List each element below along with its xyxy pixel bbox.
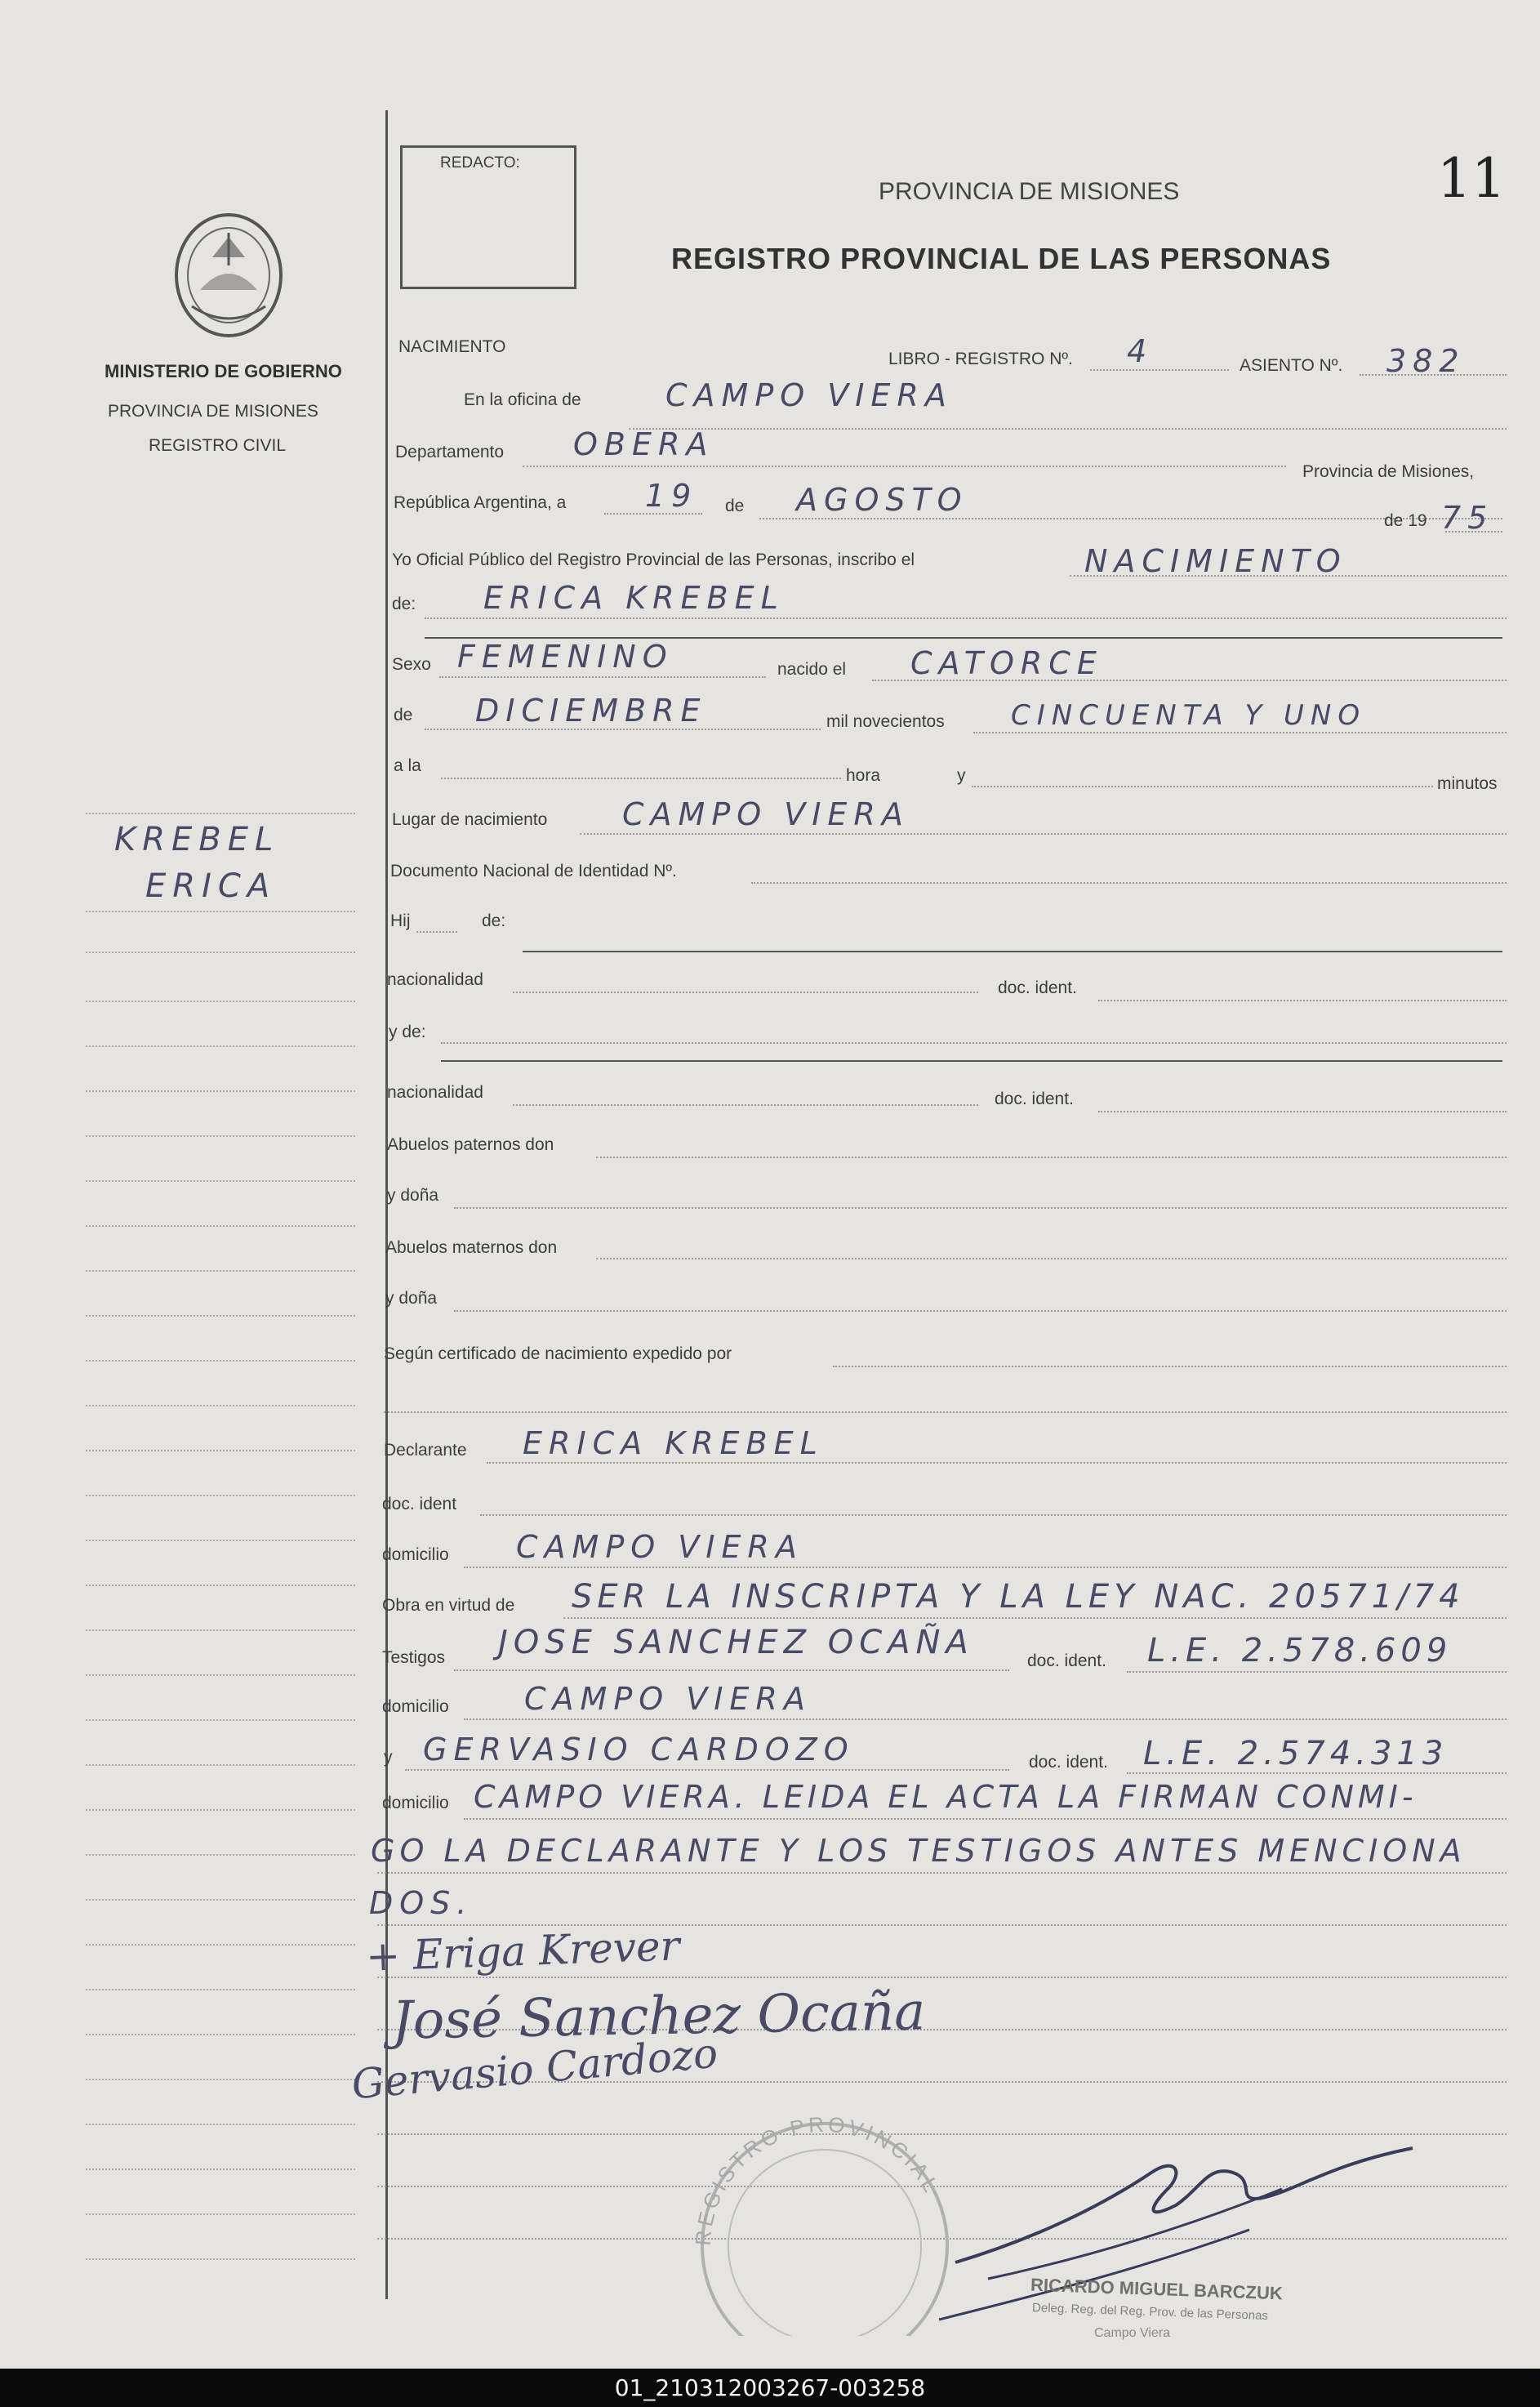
value-nacido: CATORCE <box>910 645 1103 681</box>
label-a-la: a la <box>394 756 421 775</box>
stamp-icon <box>678 2091 972 2336</box>
label-abuelos-paternos: Abuelos paternos don <box>387 1135 554 1154</box>
label-abuelos-maternos: Abuelos maternos don <box>385 1238 558 1257</box>
value-domicilio-3: CAMPO VIERA. LEIDA EL ACTA LA FIRMAN CONMI- <box>474 1779 1418 1815</box>
value-declarante: ERICA KREBEL <box>523 1425 824 1461</box>
label-nacido: nacido el <box>777 660 847 679</box>
label-oficina: En la oficina de <box>464 390 581 409</box>
label-nacionalidad-1: nacionalidad <box>387 970 483 989</box>
value-acto: NACIMIENTO <box>1084 543 1347 579</box>
value-libro: 4 <box>1127 333 1154 369</box>
page-number: 11 <box>1437 147 1506 210</box>
label-doc-ident-2: doc. ident. <box>995 1090 1074 1108</box>
label-obra: Obra en virtud de <box>382 1596 515 1615</box>
parent-rule-1 <box>523 951 1502 952</box>
stamp-circle-text: REGISTRO PROVINCIAL <box>690 2111 946 2247</box>
value-anio: 75 <box>1441 500 1494 536</box>
label-nacimiento: NACIMIENTO <box>398 337 506 356</box>
value-sexo: FEMENINO <box>457 639 674 675</box>
label-minutos: minutos <box>1437 774 1498 793</box>
label-de-name: de: <box>392 595 416 613</box>
label-asiento: ASIENTO Nº. <box>1240 356 1343 375</box>
official-place: Campo Viera <box>1094 2326 1171 2340</box>
margin-note-name: ERICA <box>145 867 277 905</box>
label-provincia: Provincia de Misiones, <box>1302 462 1475 481</box>
label-doc-ident-1: doc. ident. <box>998 978 1077 997</box>
value-asiento: 382 <box>1386 343 1466 379</box>
label-y-witness: y <box>384 1748 393 1767</box>
value-anio-nac: CINCUENTA Y UNO <box>1011 699 1367 732</box>
ministry-line3: REGISTRO CIVIL <box>149 436 287 455</box>
label-testigos: Testigos <box>382 1648 446 1667</box>
value-domicilio-2: CAMPO VIERA <box>524 1681 812 1717</box>
value-lugar: CAMPO VIERA <box>622 796 910 832</box>
label-y-de: y de: <box>389 1023 426 1041</box>
signature-declarante: + Eriga Krever <box>365 1922 681 1981</box>
label-sexo: Sexo <box>392 655 431 674</box>
value-continuation-2: DOS. <box>369 1885 474 1921</box>
label-de-month: de <box>394 706 413 724</box>
label-doc-ident-4: doc. ident. <box>1027 1651 1106 1670</box>
label-domicilio-1: domicilio <box>382 1545 449 1564</box>
label-hora: hora <box>846 766 881 785</box>
redacto-box <box>400 145 576 289</box>
value-mes-nac: DICIEMBRE <box>475 693 707 729</box>
label-domicilio-3: domicilio <box>382 1794 449 1812</box>
label-lugar: Lugar de nacimiento <box>392 810 548 829</box>
label-nacionalidad-2: nacionalidad <box>387 1083 483 1102</box>
value-domicilio-1: CAMPO VIERA <box>516 1529 803 1565</box>
value-testigo-2: GERVASIO CARDOZO <box>423 1732 855 1767</box>
value-testigo-1: JOSE SANCHEZ OCAÑA <box>498 1624 974 1661</box>
label-segun: Según certificado de nacimiento expedido por <box>384 1344 732 1363</box>
redacto-label: REDACTO: <box>440 154 520 172</box>
parent-rule-2 <box>441 1060 1502 1062</box>
ministry-line1: MINISTERIO DE GOBIERNO <box>105 361 342 381</box>
label-y-dona-1: y doña <box>387 1186 439 1205</box>
label-republica: República Argentina, a <box>394 493 567 512</box>
value-continuation-1: GO LA DECLARANTE Y LOS TESTIGOS ANTES MENCIONA <box>371 1833 1467 1869</box>
label-yo: Yo Oficial Público del Registro Provincial de las Personas, inscribo el <box>392 550 915 569</box>
label-libro: LIBRO - REGISTRO Nº. <box>888 350 1073 368</box>
signature-testigo-1: José Sanchez Ocaña <box>391 1981 926 2052</box>
label-doc-ident-5: doc. ident. <box>1029 1753 1108 1772</box>
official-title: Deleg. Reg. del Reg. Prov. de las Personas <box>1031 2300 1269 2324</box>
value-obra: SER LA INSCRIPTA Y LA LEY NAC. 20571/74 <box>572 1578 1465 1616</box>
ministry-line2: PROVINCIA DE MISIONES <box>108 402 318 421</box>
label-de-year: de 19 <box>1384 511 1427 530</box>
label-doc-ident-3: doc. ident <box>382 1495 457 1513</box>
label-y-dona-2: y doña <box>385 1289 438 1308</box>
label-departamento: Departamento <box>395 443 505 461</box>
value-doc-2: L.E. 2.574.313 <box>1143 1735 1449 1772</box>
header-province: PROVINCIA DE MISIONES <box>879 178 1180 205</box>
official-name: RICARDO MIGUEL BARCZUK <box>1030 2274 1284 2304</box>
label-y: y <box>957 766 966 785</box>
footer-filename: 01_210312003267-003258 <box>0 2369 1540 2407</box>
label-documento: Documento Nacional de Identidad Nº. <box>390 862 677 880</box>
svg-text:REGISTRO PROVINCIAL <box>691 2112 946 2247</box>
signature-testigo-2: Gervasio Cardozo <box>349 2029 720 2109</box>
label-domicilio-2: domicilio <box>382 1697 449 1716</box>
value-dia: 19 <box>645 478 698 514</box>
label-de-parent: de: <box>482 912 506 930</box>
value-departamento: OBERA <box>573 426 714 462</box>
value-oficina: CAMPO VIERA <box>665 377 953 413</box>
official-round-stamp <box>678 2091 972 2336</box>
seal-icon <box>167 208 290 343</box>
label-hij: Hij <box>390 912 411 930</box>
label-declarante: Declarante <box>384 1441 467 1460</box>
province-seal <box>167 208 290 343</box>
value-mes: AGOSTO <box>796 482 968 518</box>
label-mil: mil novecientos <box>826 712 945 731</box>
value-doc-1: L.E. 2.578.609 <box>1147 1632 1453 1669</box>
header-registry: REGISTRO PROVINCIAL DE LAS PERSONAS <box>671 242 1332 275</box>
label-de-mid: de <box>725 497 745 515</box>
value-nombre: ERICA KREBEL <box>483 580 785 616</box>
margin-note-surname: KREBEL <box>114 821 280 858</box>
